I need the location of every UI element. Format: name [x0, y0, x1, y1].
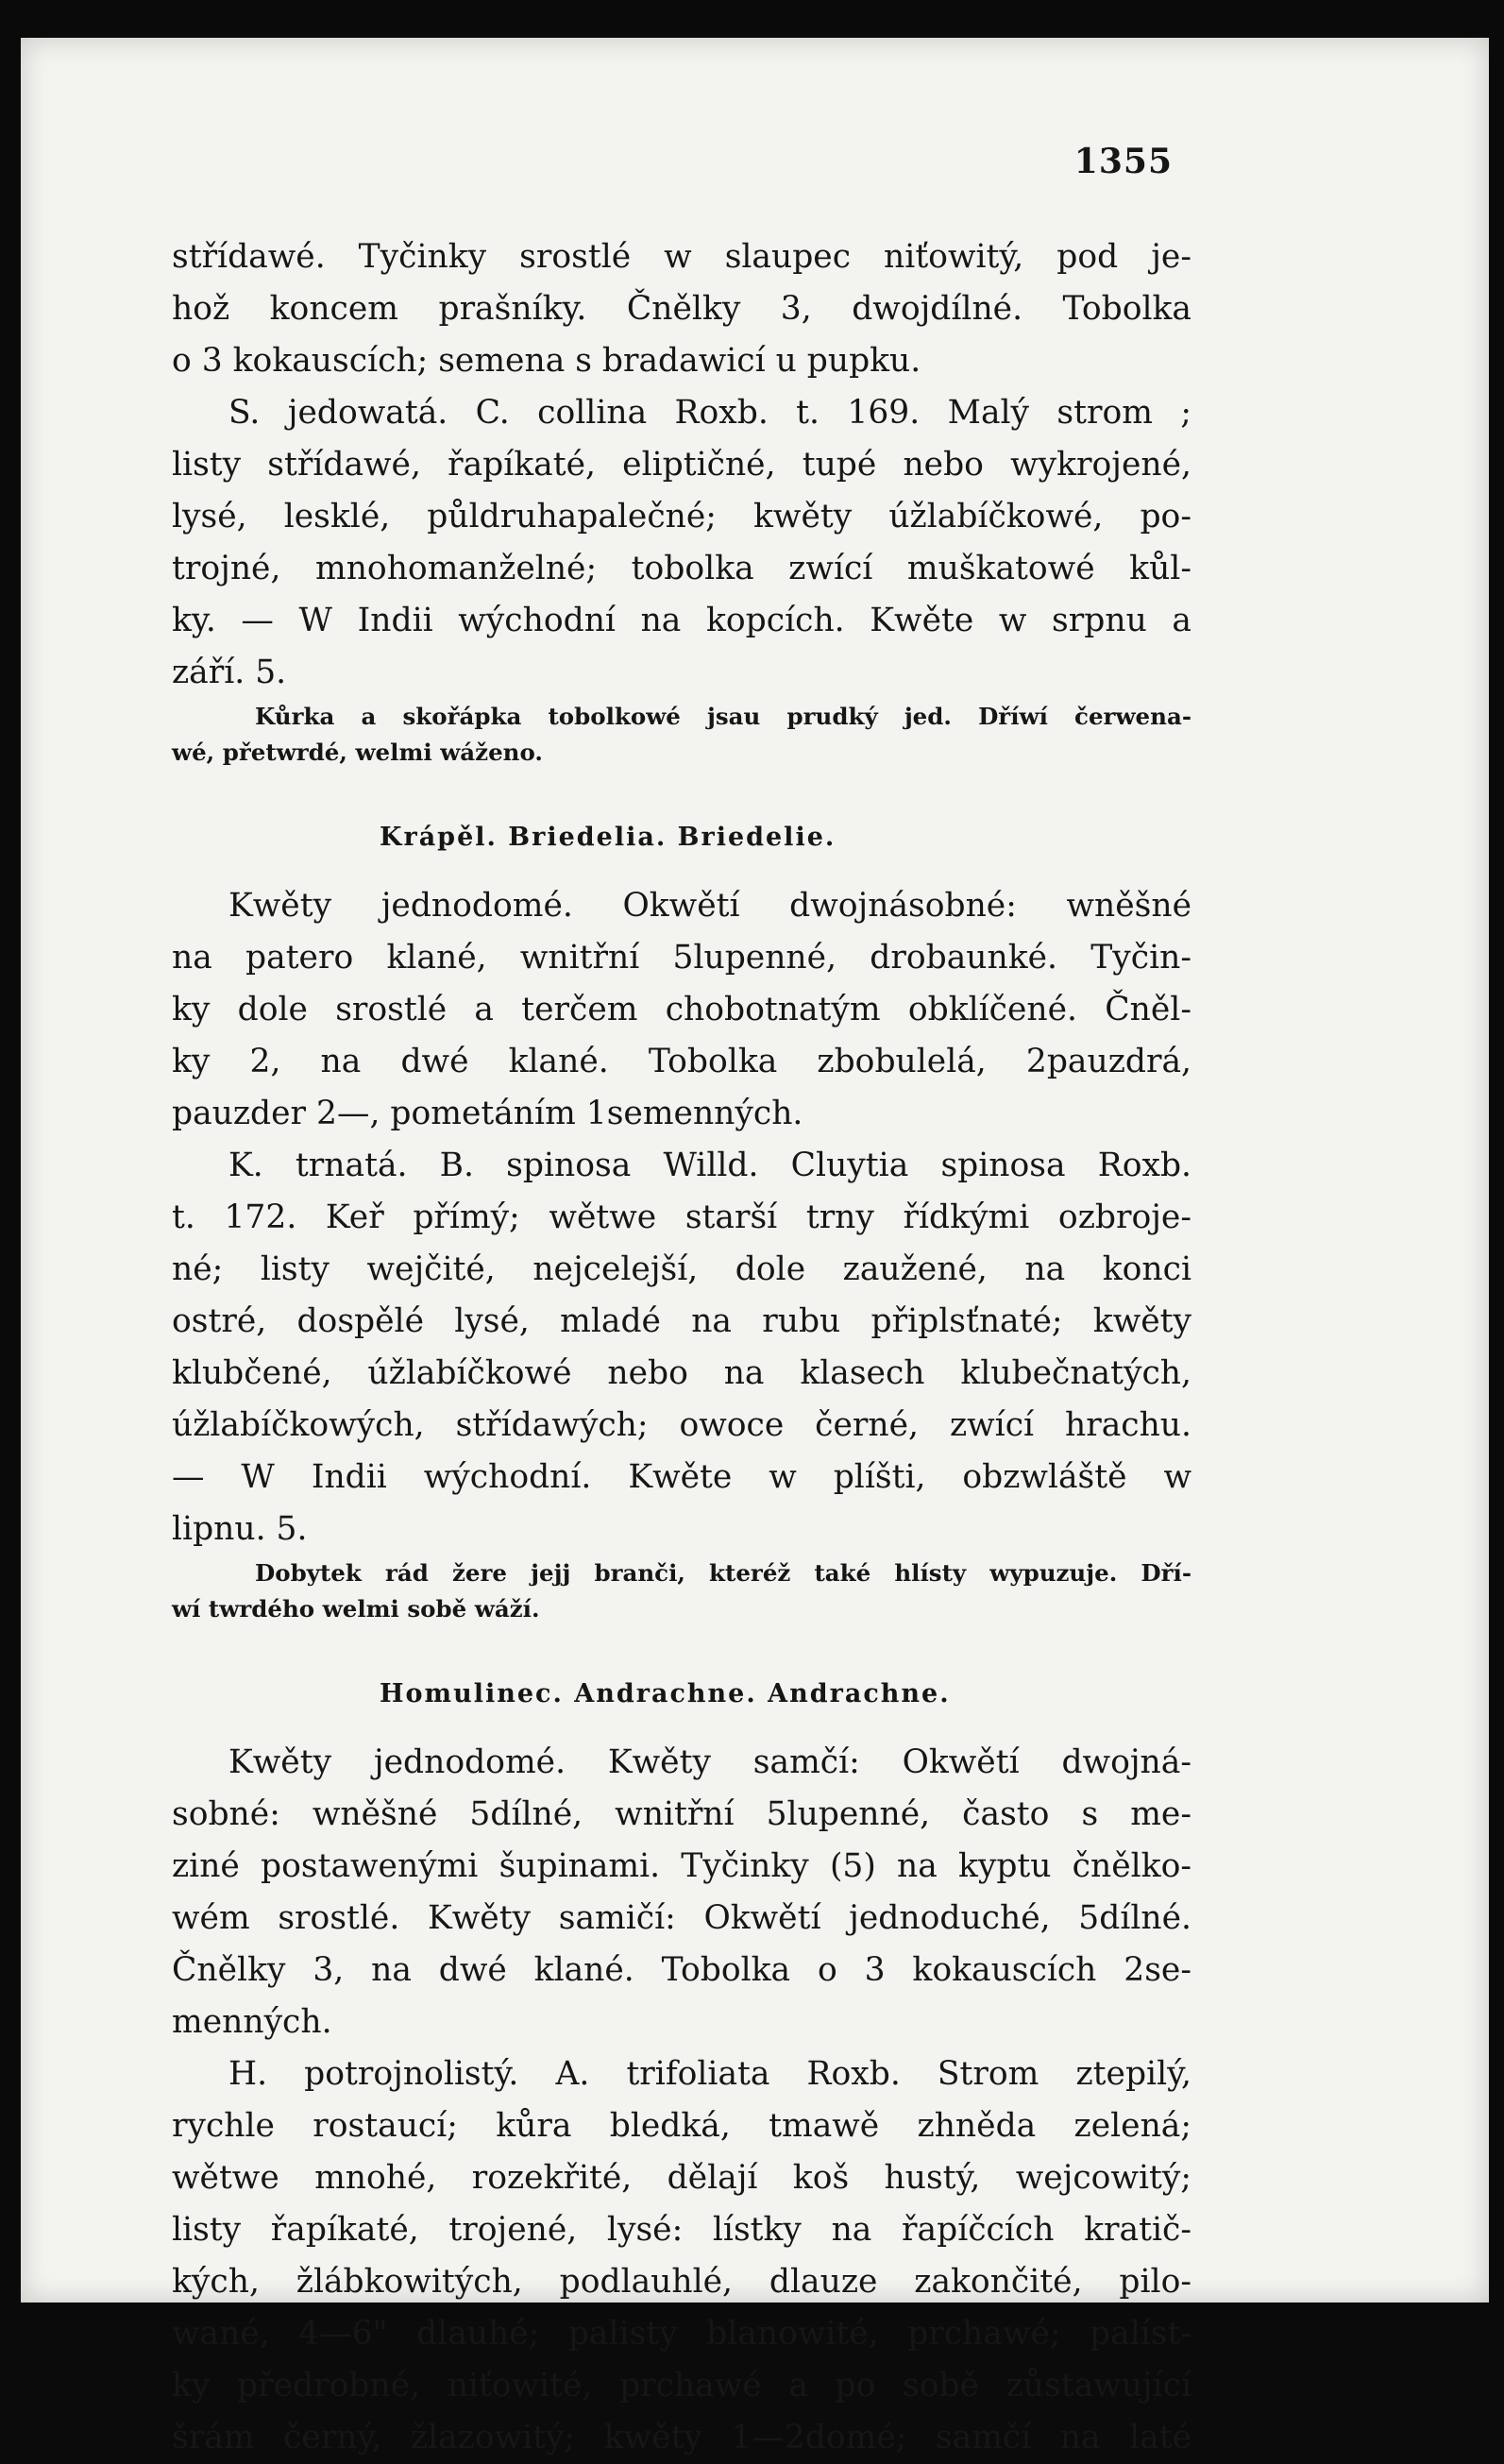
text-line: Kwěty jednodomé. Okwětí dwojnásobné: wněšné — [228, 887, 1191, 925]
genus-heading-briedelia: Krápěl. Briedelia. Briedelie. — [380, 823, 836, 852]
text-line: úžlabíčkowých, střídawých; owoce černé, zwící hrachu. — [172, 1406, 1191, 1444]
text-line: září. 5. — [172, 654, 287, 691]
text-line: lipnu. 5. — [172, 1510, 308, 1548]
text-line: listy řapíkaté, trojené, lysé: lístky na řapíčcích kratič- — [172, 2211, 1191, 2249]
text-line: listy střídawé, řapíkaté, eliptičné, tupé nebo wykrojené, — [172, 446, 1191, 484]
text-line: K. trnatá. B. spinosa Willd. Cluytia spinosa Roxb. — [228, 1147, 1191, 1184]
note-line: wí twrdého welmi sobě wáží. — [172, 1595, 540, 1623]
footnote-2 — [172, 1555, 1191, 1627]
genus-heading-andrachne: Homulinec. Andrachne. Andrachne. — [380, 1679, 951, 1708]
text-line: pauzder 2—, pometáním 1semenných. — [172, 1095, 803, 1132]
note-line: Kůrka a skořápka tobolkowé jsau prudký jed. Dříwí čerwena- — [255, 703, 1191, 730]
text-line: ky. — W Indii wýchodní na kopcích. Kwěte w srpnu a — [172, 602, 1191, 639]
text-line: lysé, lesklé, půldruhapalečné; kwěty úžlabíčkowé, po- — [172, 498, 1191, 535]
text-line: ky předrobné, niťowité, prchawé a po sobě zůstawující — [172, 2367, 1191, 2405]
text-line: ky dole srostlé a terčem chobotnatým obklíčené. Čněl- — [172, 991, 1191, 1028]
book-page — [21, 38, 1489, 2456]
text-line: ky 2, na dwé klané. Tobolka zbobulelá, 2pauzdrá, — [172, 1043, 1191, 1080]
text-line: kých, žlábkowitých, podlauhlé, dlauze zakončité, pilo- — [172, 2263, 1191, 2301]
text-line: wané, 4—6" dlauhé; palisty blanowité, prchawé; palíst- — [172, 2315, 1191, 2353]
text-line: Kwěty jednodomé. Kwěty samčí: Okwětí dwojná- — [228, 1743, 1191, 1781]
text-line: trojné, mnohomanželné; tobolka zwící muškatowé kůl- — [172, 550, 1191, 587]
footnote-1 — [172, 699, 1191, 771]
page-number: 1355 — [1073, 142, 1173, 181]
section-2 — [172, 880, 1191, 1555]
text-line: o 3 kokauscích; semena s bradawicí u pupku. — [172, 342, 921, 380]
text-line: šrám černý, žlazowitý; kwěty 1—2domé; samčí na laté — [172, 2419, 1191, 2456]
note-line: Dobytek rád žere jejj branči, kteréž také hlísty wypuzuje. Dří- — [255, 1559, 1191, 1587]
text-line: né; listy wejčité, nejcelejší, dole zaužené, na konci — [172, 1250, 1191, 1288]
page-text — [172, 231, 1191, 2464]
text-line: H. potrojnolistý. A. trifoliata Roxb. Strom ztepilý, — [228, 2055, 1191, 2093]
text-line: hož koncem prašníky. Čnělky 3, dwojdílné. Tobolka — [172, 290, 1191, 328]
text-line: sobné: wněšné 5dílné, wnitřní 5lupenné, často s me- — [172, 1795, 1191, 1833]
text-line: — W Indii wýchodní. Kwěte w plíšti, obzwláště w — [172, 1458, 1191, 1496]
text-line: t. 172. Keř přímý; wětwe starší trny řídkými ozbroje- — [172, 1198, 1191, 1236]
text-line: střídawé. Tyčinky srostlé w slaupec niťowitý, pod je- — [172, 238, 1191, 276]
text-line: rychle rostaucí; kůra bledká, tmawě zhněda zelená; — [172, 2107, 1191, 2145]
text-line: S. jedowatá. C. collina Roxb. t. 169. Malý strom ; — [228, 394, 1191, 432]
text-line: ziné postawenými šupinami. Tyčinky (5) na kyptu čnělko- — [172, 1847, 1191, 1885]
text-line: wém srostlé. Kwěty samičí: Okwětí jednoduché, 5dílné. — [172, 1899, 1191, 1937]
text-line: klubčené, úžlabíčkowé nebo na klasech klubečnatých, — [172, 1354, 1191, 1392]
text-line: Čnělky 3, na dwé klané. Tobolka o 3 kokauscích 2se- — [172, 1951, 1191, 1989]
section-3 — [172, 1737, 1191, 2464]
text-line: wětwe mnohé, rozekřité, dělají koš hustý, wejcowitý; — [172, 2159, 1191, 2197]
text-line: ostré, dospělé lysé, mladé na rubu připlsťnaté; kwěty — [172, 1302, 1191, 1340]
text-line: menných. — [172, 2003, 332, 2041]
section-1 — [172, 231, 1191, 699]
note-line: wé, přetwrdé, welmi wáženo. — [172, 739, 543, 766]
text-line: na patero klané, wnitřní 5lupenné, drobaunké. Tyčin- — [172, 939, 1191, 977]
